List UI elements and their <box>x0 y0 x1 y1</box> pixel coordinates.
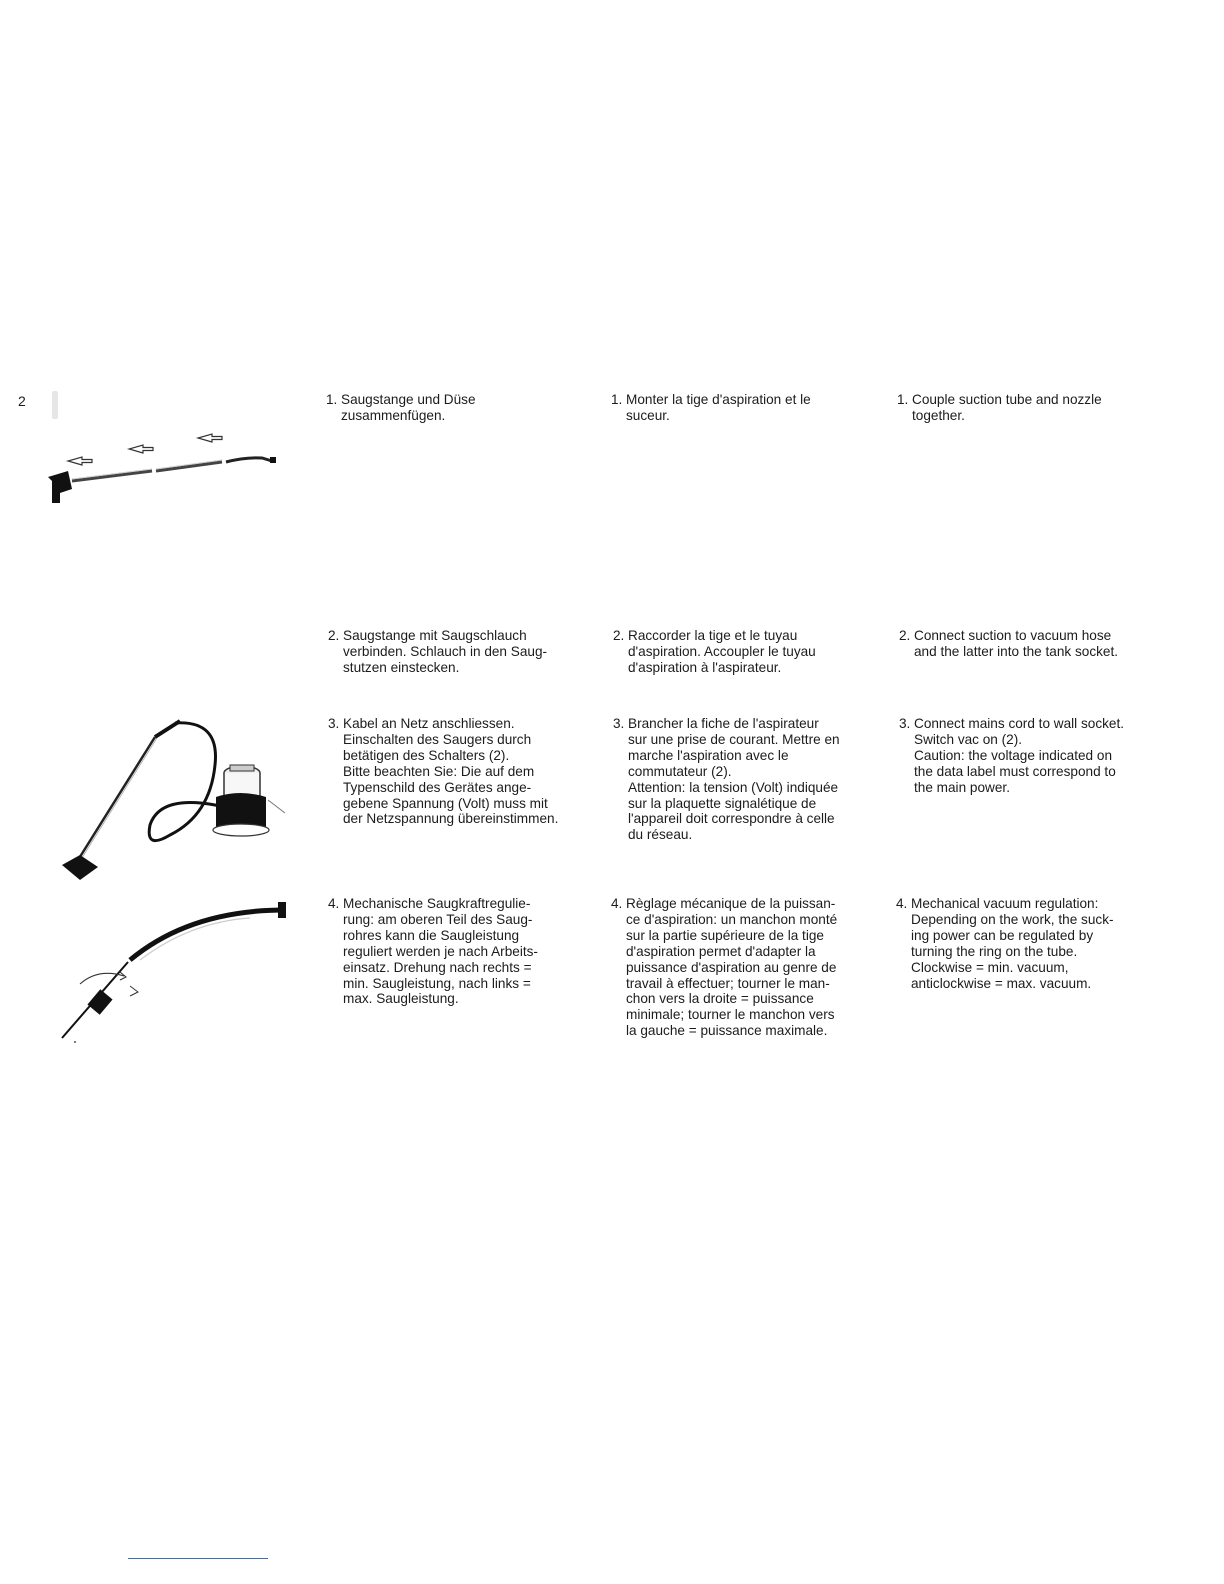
handle <box>155 721 180 737</box>
regulation-ring <box>87 989 112 1015</box>
step-number: 1. <box>326 392 338 407</box>
step-3-en <box>899 716 1199 796</box>
step-text: Connect mains cord to wall socket. Switch vac on (2). Caution: the voltage indicated on the data label must correspond to the main power. <box>914 716 1125 795</box>
nozzle-icon <box>48 471 72 503</box>
step-text: Connect suction to vacuum hose and the latter into the tank socket. <box>914 628 1119 659</box>
step-text: Brancher la fiche de l'aspirateur sur une prise de courant. Mettre en marche l'aspiration avec le commutateur (2). Attention: la tension (Volt) indiquée sur la plaquette signalétique de l'appareil doit correspondre à celle du réseau. <box>628 716 840 843</box>
step-number: 4. <box>896 896 908 911</box>
step-text: Couple suction tube and nozzle together. <box>912 392 1102 423</box>
step-number: 3. <box>613 716 625 731</box>
step-1-fr <box>611 392 896 424</box>
step-4-de <box>328 896 613 1007</box>
step-1-en <box>897 392 1182 424</box>
vacuum-tank <box>213 765 269 836</box>
step-number: 1. <box>611 392 623 407</box>
suction-tube-upper <box>156 462 222 471</box>
step-text: Kabel an Netz anschliessen. Einschalten des Saugers durch betätigen des Schalters (2). Bitte beachten Sie: Die auf dem Typenschild des Gerätes ange- gebene Spannung (Volt) muss mit der Netzspannung übereinstimmen. <box>343 716 559 827</box>
step-number: 4. <box>611 896 623 911</box>
vacuum-cleaner-illustration <box>50 705 300 885</box>
step-text: Mechanical vacuum regulation: Depending on the work, the suck- ing power can be regulated by turning the ring on the tube. Clockwise = min. vacuum, anticlockwise = max. vacuum. <box>911 896 1114 991</box>
suction-regulation-illustration <box>50 880 295 1055</box>
step-text: Raccorder la tige et le tuyau d'aspiration. Accoupler le tuyau d'aspiration à l'aspirateur. <box>628 628 816 675</box>
step-number: 1. <box>897 392 909 407</box>
step-2-fr <box>613 628 898 676</box>
hose-end <box>226 458 272 462</box>
small-mark <box>52 391 58 419</box>
floor-nozzle <box>62 855 98 880</box>
tube-nozzle-assembly-illustration <box>40 385 290 510</box>
step-3-fr <box>613 716 898 843</box>
step-text: Saugstange und Düse zusammenfügen. <box>341 392 476 423</box>
step-2-de <box>328 628 613 676</box>
step-number: 2. <box>613 628 625 643</box>
step-2-en <box>899 628 1199 660</box>
step-text: Règlage mécanique de la puissan- ce d'aspiration: un manchon monté sur la partie supérieure de la tige d'aspiration permet d'adapter la puissance d'aspiration au genre de travail à effectuer; tourner le man- chon vers la droite = puissance minimale; tourner le manchon vers la gauche = puissance maximale. <box>626 896 838 1039</box>
step-number: 3. <box>899 716 911 731</box>
step-text: Saugstange mit Saugschlauch verbinden. Schlauch in den Saug- stutzen einstecken. <box>343 628 548 675</box>
step-number: 4. <box>328 896 340 911</box>
step-1-de <box>326 392 611 424</box>
step-number: 2. <box>899 628 911 643</box>
assembly-arrow-icon <box>68 434 222 465</box>
step-text: Mechanische Saugkraftregulie- rung: am oberen Teil des Saug- rohres kann die Saugleistung reguliert werden je nach Arbeits- einsatz. Drehung nach rechts = min. Saugleistung, nach links = max. Saugleistung. <box>343 896 538 1007</box>
hose-curve <box>130 910 285 960</box>
step-3-de <box>328 716 613 827</box>
footer-rule <box>128 1558 268 1559</box>
suction-tube <box>78 737 155 860</box>
step-4-en <box>896 896 1181 991</box>
step-number: 2. <box>328 628 340 643</box>
suction-tube-lower <box>72 471 152 481</box>
step-4-fr <box>611 896 896 1039</box>
step-number: 3. <box>328 716 340 731</box>
page-number: 2 <box>18 393 26 409</box>
step-text: Monter la tige d'aspiration et le suceur. <box>626 392 811 423</box>
